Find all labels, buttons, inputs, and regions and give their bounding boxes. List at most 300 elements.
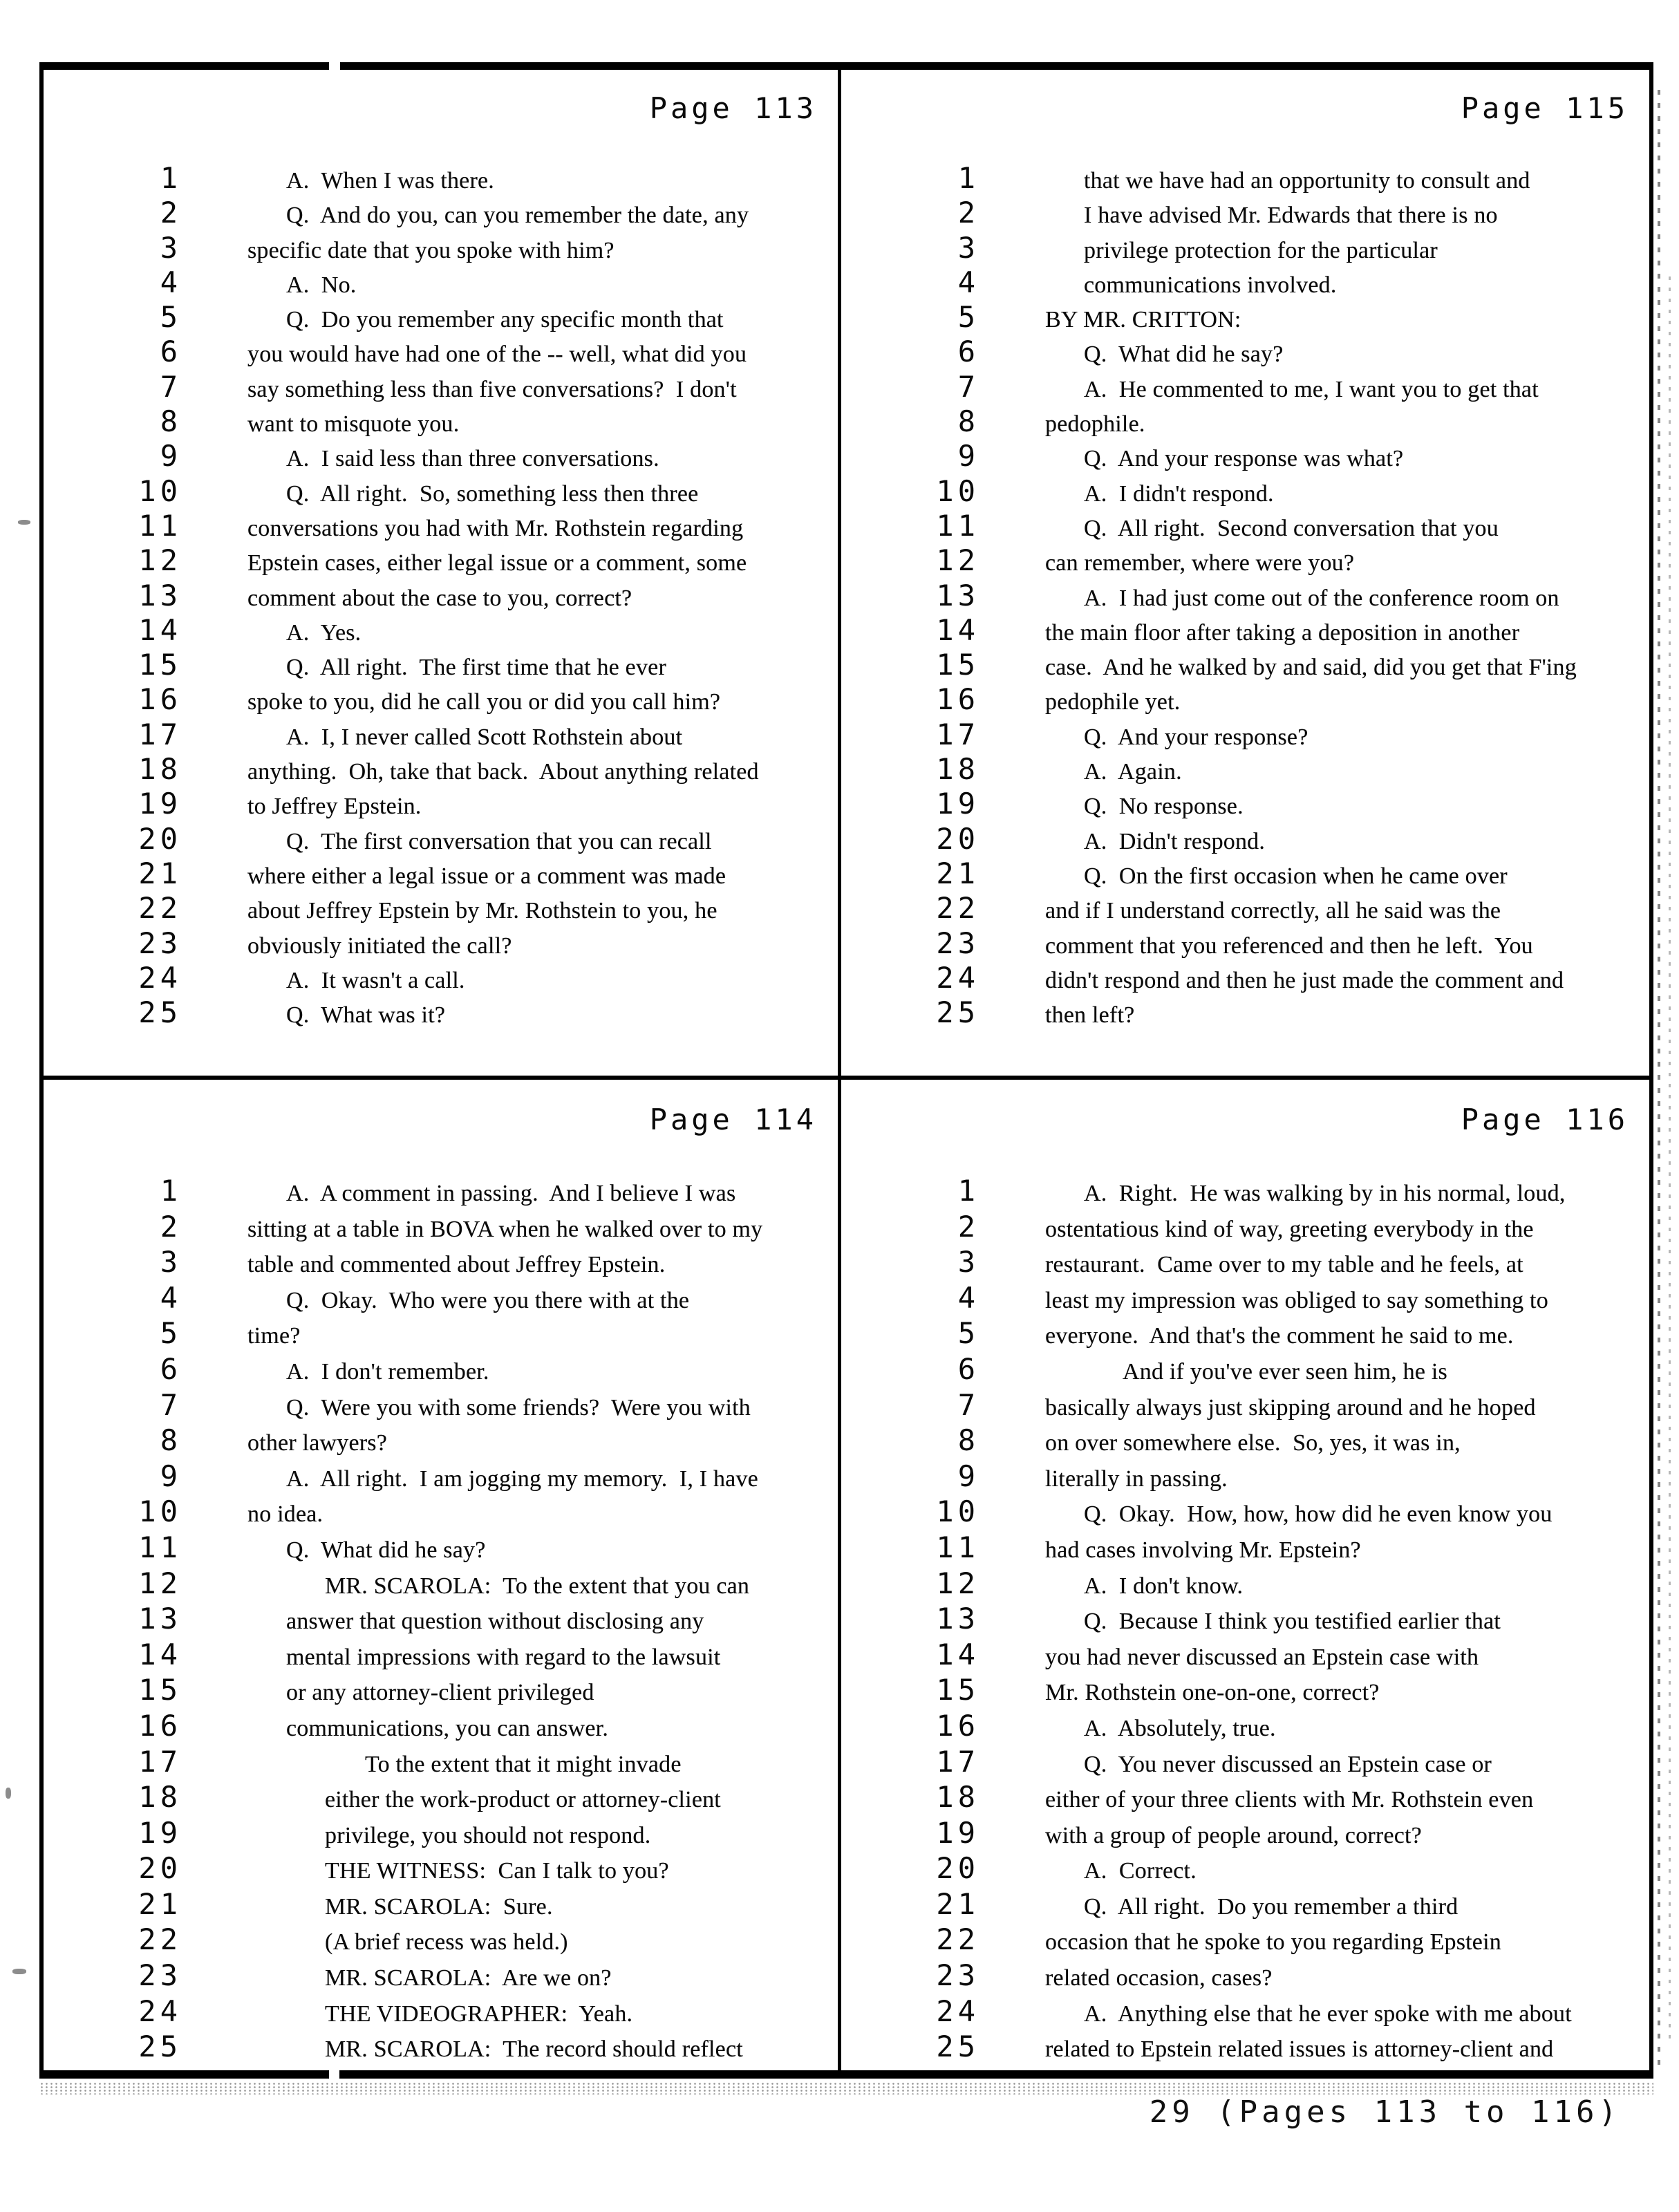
transcript-line [883,1780,1649,1816]
line-number: 7 [160,369,182,404]
line-text: case. And he walked by and said, did you get that F'ing [1045,655,1577,681]
transcript-line [85,613,838,648]
line-number: 18 [138,1780,182,1815]
line-number: 22 [138,1922,182,1957]
transcript-line [85,1638,838,1674]
transcript-line [85,1780,838,1816]
transcript-line [85,543,838,578]
transcript-line [883,1352,1649,1388]
line-number: 24 [936,1994,979,2028]
line-text: Q. What did he say? [286,1537,486,1563]
line-number: 25 [138,2030,182,2064]
line-number: 17 [138,717,182,751]
line-text: Q. All right. Second conversation that you [1084,515,1499,541]
line-number: 8 [160,1423,182,1458]
line-text: A. I don't remember. [286,1358,489,1385]
transcript-line [883,1958,1649,1994]
line-number: 6 [957,335,979,369]
line-number: 12 [936,543,979,578]
line-number: 14 [138,612,182,647]
transcript-line [883,682,1649,717]
transcript-line [85,961,838,995]
line-number: 9 [160,1459,182,1493]
transcript-line [85,1423,838,1459]
line-number: 17 [936,1744,979,1779]
transcript-line [85,474,838,509]
line-number: 10 [138,1494,182,1529]
line-number: 7 [160,1387,182,1422]
line-text: either of your three clients with Mr. Rothstein even [1045,1787,1534,1813]
line-text: or any attorney-client privileged [286,1680,594,1706]
line-text: comment about the case to you, correct? [247,585,632,611]
line-text: time? [247,1323,301,1349]
transcript-line [883,265,1649,300]
scan-speck [18,520,30,525]
transcript-page-116 [841,1080,1649,2070]
line-text: And if you've ever seen him, he is [1123,1358,1447,1385]
line-number: 4 [160,1280,182,1315]
line-text: Q. Okay. Who were you there with at the [286,1287,690,1313]
line-text: A. He commented to me, I want you to get that [1084,376,1539,402]
line-number: 15 [936,648,979,682]
line-text: I have advised Mr. Edwards that there is no [1084,203,1498,229]
transcript-line [85,1709,838,1745]
transcript-line [85,682,838,717]
transcript-line [85,509,838,543]
line-text: (A brief recess was held.) [325,1929,568,1956]
transcript-line [883,1851,1649,1887]
line-number: 13 [138,578,182,612]
transcript-line [85,1566,838,1602]
line-number: 16 [138,1708,182,1743]
transcript-line [85,648,838,682]
transcript-line [883,335,1649,369]
line-number: 8 [160,404,182,439]
transcript-line [883,439,1649,474]
line-text: mental impressions with regard to the lawsuit [286,1644,721,1670]
line-text: pedophile. [1045,411,1145,438]
line-number: 3 [957,230,979,265]
line-number: 16 [936,1708,979,1743]
line-text: pedophile yet. [1045,689,1181,715]
transcript-line [883,995,1649,1030]
line-number: 6 [160,335,182,369]
transcript-line [85,265,838,300]
transcript-line [883,891,1649,926]
sheet-page-footer: 29 (Pages 113 to 116) [1149,2094,1621,2130]
line-text: MR. SCAROLA: Are we on? [325,1965,612,1991]
transcript-line [883,926,1649,961]
line-number: 1 [957,1174,979,1208]
line-number: 5 [160,1316,182,1351]
line-text: conversations you had with Mr. Rothstein regarding [247,515,744,541]
transcript-line [85,1174,838,1210]
line-number: 11 [138,1530,182,1564]
line-text: where either a legal issue or a comment was made [247,863,726,889]
line-text: specific date that you spoke with him? [247,237,615,263]
transcript-line [85,1816,838,1852]
line-number: 3 [957,1245,979,1280]
line-number: 20 [936,1851,979,1886]
transcript-line [883,1602,1649,1638]
line-number: 16 [138,682,182,717]
transcript-line [85,1745,838,1781]
line-text: table and commented about Jeffrey Epstein. [247,1252,666,1278]
transcript-line [85,1352,838,1388]
transcript-line [883,1494,1649,1530]
line-number: 2 [160,1209,182,1244]
page-header: Page 116 [1461,1103,1629,1136]
transcript-lines [841,1174,1649,2065]
line-text: A. Didn't respond. [1084,828,1266,854]
transcript-line [85,1281,838,1317]
transcript-line [883,1530,1649,1566]
line-number: 1 [160,1174,182,1208]
transcript-line [883,474,1649,509]
transcript-line [85,1887,838,1923]
transcript-line [883,1210,1649,1246]
line-number: 23 [936,926,979,960]
line-text: you would have had one of the -- well, what did you [247,341,747,368]
line-text: BY MR. CRITTON: [1045,307,1241,333]
transcript-line [883,1174,1649,1210]
transcript-line [883,404,1649,439]
scan-noise-bottom-band [39,2082,1653,2094]
line-number: 22 [936,1922,979,1957]
transcript-line [85,1316,838,1352]
line-number: 13 [138,1602,182,1636]
line-number: 2 [160,196,182,230]
line-number: 13 [936,1602,979,1636]
scan-noise-right-edge-2 [1669,276,1671,2046]
line-text: and if I understand correctly, all he said was the [1045,898,1501,924]
line-text: MR. SCAROLA: The record should reflect [325,2036,743,2063]
line-text: literally in passing. [1045,1465,1228,1492]
page-header: Page 115 [1461,91,1629,125]
line-number: 24 [138,960,182,995]
line-text: no idea. [247,1501,323,1528]
line-text: A. I said less than three conversations. [286,446,659,472]
line-text: Q. All right. Do you remember a third [1084,1893,1458,1920]
line-number: 18 [138,752,182,787]
line-number: 14 [138,1637,182,1671]
line-text: want to misquote you. [247,411,460,438]
line-text: spoke to you, did he call you or did you call him? [247,689,721,715]
transcript-line [85,1922,838,1958]
line-number: 18 [936,1780,979,1815]
line-text: Q. Okay. How, how, how did he even know you [1084,1501,1553,1528]
line-text: communications, you can answer. [286,1715,609,1741]
scan-gap-bottom-border [329,2070,339,2079]
line-number: 22 [138,891,182,926]
transcript-line [85,718,838,752]
line-number: 19 [138,787,182,821]
line-number: 14 [936,612,979,647]
transcript-line [883,161,1649,196]
line-number: 14 [936,1637,979,1671]
transcript-line [85,404,838,439]
line-number: 12 [138,543,182,578]
transcript-line [883,613,1649,648]
transcript-line [883,1245,1649,1281]
line-number: 1 [160,161,182,195]
line-text: then left? [1045,1002,1135,1029]
line-text: Q. And do you, can you remember the date, any [286,203,749,229]
transcript-line [85,1602,838,1638]
line-text: A. Right. He was walking by in his normal, loud, [1084,1181,1566,1206]
line-text: A. I had just come out of the conference room on [1084,585,1559,611]
line-number: 5 [160,300,182,335]
transcript-line [883,1994,1649,2030]
transcript-line [85,2030,838,2065]
line-text: To the extent that it might invade [365,1751,682,1777]
line-number: 10 [936,474,979,508]
line-text: say something less than five conversations? I don't [247,376,737,402]
line-text: Q. And your response? [1084,724,1309,750]
line-text: you had never discussed an Epstein case with [1045,1644,1479,1670]
transcript-line [883,300,1649,335]
line-text: related to Epstein related issues is attorney-client and [1045,2036,1554,2063]
line-text: MR. SCAROLA: Sure. [325,1893,553,1920]
line-text: A. No. [286,272,357,298]
line-number: 23 [936,1958,979,1993]
line-text: MR. SCAROLA: To the extent that you can [325,1573,750,1599]
line-text: Q. Were you with some friends? Were you with [286,1394,751,1421]
transcript-line [883,1887,1649,1923]
line-text: A. Again. [1084,759,1182,785]
transcript-line [883,1388,1649,1424]
line-number: 20 [138,1851,182,1886]
transcript-line [85,1851,838,1887]
line-number: 1 [957,161,979,195]
line-number: 4 [957,1280,979,1315]
line-number: 3 [160,230,182,265]
line-number: 21 [138,856,182,890]
line-number: 8 [957,404,979,439]
line-number: 19 [936,787,979,821]
transcript-line [883,543,1649,578]
transcript-line [883,856,1649,891]
line-number: 5 [957,1316,979,1351]
line-number: 17 [138,1744,182,1779]
line-text: answer that question without disclosing any [286,1609,704,1635]
transcript-line [883,822,1649,856]
transcript-lines [44,161,838,1030]
transcript-line [883,231,1649,265]
transcript-line [883,787,1649,821]
page-header: Page 113 [649,91,817,125]
line-number: 22 [936,891,979,926]
transcript-line [85,1388,838,1424]
line-text: communications involved. [1084,272,1337,298]
transcript-page-114 [44,1080,838,2070]
line-number: 9 [160,439,182,474]
line-number: 11 [936,1530,979,1564]
transcript-line [85,439,838,474]
transcript-line [85,196,838,230]
transcript-line [85,1530,838,1566]
line-text: with a group of people around, correct? [1045,1822,1422,1848]
line-number: 15 [138,648,182,682]
line-number: 15 [936,1673,979,1707]
transcript-sheet [39,62,1653,2079]
transcript-line [85,1494,838,1530]
line-text: Q. All right. The first time that he ever [286,655,666,681]
line-number: 9 [957,439,979,474]
line-text: anything. Oh, take that back. About anything related [247,759,759,785]
line-text: sitting at a table in BOVA when he walked over to my [247,1216,763,1242]
line-text: privilege protection for the particular [1084,237,1438,263]
line-text: related occasion, cases? [1045,1965,1273,1991]
line-text: THE VIDEOGRAPHER: Yeah. [325,2000,633,2027]
transcript-line [85,822,838,856]
transcript-line [883,370,1649,404]
transcript-line [883,648,1649,682]
transcript-line [883,1459,1649,1495]
line-number: 25 [138,995,182,1030]
line-number: 19 [138,1815,182,1850]
transcript-line [883,1673,1649,1709]
transcript-line [883,1638,1649,1674]
line-number: 12 [936,1566,979,1600]
transcript-line [883,961,1649,995]
transcript-line [883,752,1649,787]
scan-gap-top-border [329,62,340,71]
line-text: A. Correct. [1084,1858,1197,1884]
line-text: least my impression was obliged to say something to [1045,1287,1548,1313]
line-number: 6 [160,1351,182,1386]
transcript-line [883,1281,1649,1317]
transcript-line [883,509,1649,543]
line-number: 18 [936,752,979,787]
line-text: basically always just skipping around and he hoped [1045,1394,1536,1421]
line-text: other lawyers? [247,1430,387,1456]
line-number: 15 [138,1673,182,1707]
line-number: 17 [936,717,979,751]
line-text: didn't respond and then he just made the comment and [1045,967,1564,993]
transcript-line [883,579,1649,613]
transcript-line [85,1958,838,1994]
line-number: 2 [957,196,979,230]
transcript-line [883,2030,1649,2065]
transcript-line [85,1210,838,1246]
transcript-line [85,1673,838,1709]
line-text: Q. You never discussed an Epstein case or [1084,1751,1492,1777]
line-text: can remember, where were you? [1045,550,1355,577]
transcript-line [85,370,838,404]
line-text: A. When I was there. [286,168,494,194]
line-number: 11 [936,508,979,543]
line-number: 10 [936,1494,979,1529]
line-text: obviously initiated the call? [247,932,512,959]
transcript-page-115 [841,70,1649,1076]
line-number: 23 [138,926,182,960]
line-number: 9 [957,1459,979,1493]
transcript-line [85,335,838,369]
transcript-line [85,926,838,961]
line-text: A. Yes. [286,619,362,646]
line-number: 13 [936,578,979,612]
line-number: 21 [138,1886,182,1921]
line-text: ostentatious kind of way, greeting everybody in the [1045,1216,1534,1242]
line-text: A. I didn't respond. [1084,480,1274,507]
line-number: 23 [138,1958,182,1993]
line-number: 7 [957,1387,979,1422]
line-text: A. I don't know. [1084,1573,1244,1599]
line-text: A. A comment in passing. And I believe I was [286,1181,736,1206]
line-text: Mr. Rothstein one-on-one, correct? [1045,1680,1380,1706]
transcript-line [85,231,838,265]
line-text: Q. What was it? [286,1002,446,1029]
line-number: 25 [936,995,979,1030]
scan-speck [12,1969,26,1974]
line-number: 4 [957,265,979,299]
line-number: 20 [138,821,182,856]
line-text: A. Absolutely, true. [1084,1715,1276,1741]
transcript-line [85,891,838,926]
line-text: to Jeffrey Epstein. [247,794,422,820]
transcript-line [883,196,1649,230]
transcript-line [85,300,838,335]
line-number: 24 [936,960,979,995]
line-text: Q. What did he say? [1084,341,1284,368]
line-number: 21 [936,1886,979,1921]
line-number: 4 [160,265,182,299]
line-text: Q. The first conversation that you can recall [286,828,712,854]
line-number: 24 [138,1994,182,2028]
line-text: the main floor after taking a deposition in another [1045,619,1520,646]
line-text: Q. On the first occasion when he came over [1084,863,1508,889]
line-number: 12 [138,1566,182,1600]
line-text: Q. And your response was what? [1084,446,1404,472]
line-number: 10 [138,474,182,508]
line-text: Q. No response. [1084,794,1244,820]
line-text: A. It wasn't a call. [286,967,465,993]
line-number: 20 [936,821,979,856]
page-header: Page 114 [649,1103,817,1136]
line-text: A. Anything else that he ever spoke with me about [1084,2000,1572,2027]
transcript-line [85,752,838,787]
line-number: 7 [957,369,979,404]
transcript-line [85,161,838,196]
line-number: 16 [936,682,979,717]
line-text: either the work-product or attorney-client [325,1787,721,1813]
transcript-lines [44,1174,838,2065]
line-text: about Jeffrey Epstein by Mr. Rothstein to you, he [247,898,717,924]
line-text: had cases involving Mr. Epstein? [1045,1537,1361,1563]
line-text: Q. All right. So, something less then three [286,480,699,507]
transcript-page-113 [44,70,838,1076]
line-number: 5 [957,300,979,335]
transcript-line [883,1316,1649,1352]
transcript-line [85,856,838,891]
line-text: comment that you referenced and then he left. You [1045,932,1533,959]
transcript-line [85,787,838,821]
line-number: 8 [957,1423,979,1458]
line-number: 25 [936,2030,979,2064]
transcript-line [85,995,838,1030]
line-text: Epstein cases, either legal issue or a comment, some [247,550,747,577]
line-number: 19 [936,1815,979,1850]
transcript-line [883,1566,1649,1602]
scan-noise-right-edge [1658,90,1660,2067]
line-text: on over somewhere else. So, yes, it was in, [1045,1430,1461,1456]
line-text: occasion that he spoke to you regarding Epstein [1045,1929,1501,1956]
line-text: A. I, I never called Scott Rothstein about [286,724,683,750]
transcript-line [85,1245,838,1281]
scan-speck [6,1788,11,1799]
line-number: 3 [160,1245,182,1280]
